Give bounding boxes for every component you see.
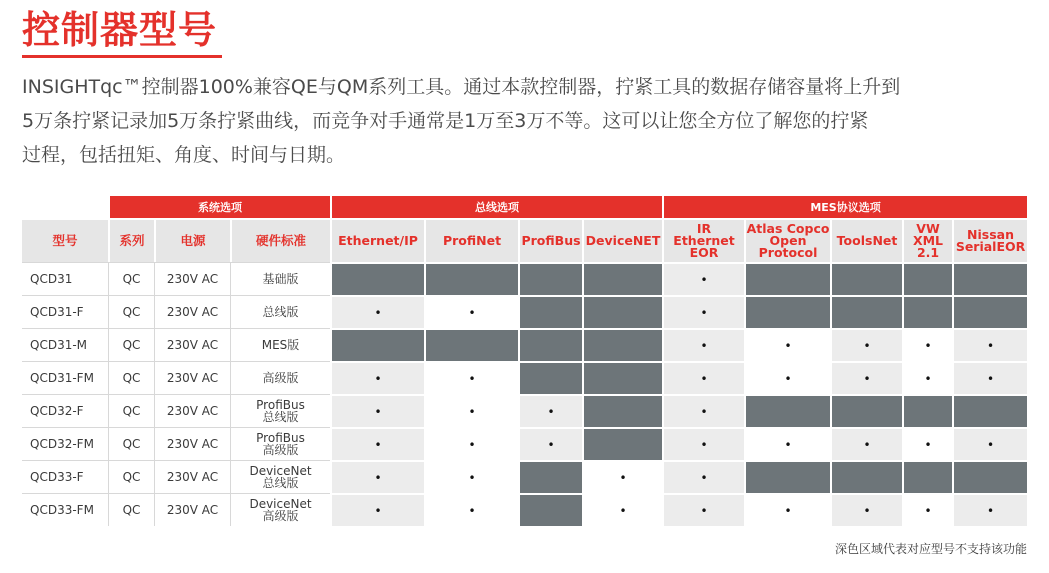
support-cell bbox=[902, 493, 952, 526]
support-cell bbox=[744, 493, 830, 526]
unsupported-cell bbox=[582, 295, 662, 328]
supported-dot-icon: • bbox=[863, 371, 871, 386]
table-row bbox=[22, 295, 1027, 328]
support-cell bbox=[330, 493, 424, 526]
support-cell bbox=[662, 427, 744, 460]
title-underline bbox=[22, 55, 222, 58]
unsupported-cell bbox=[830, 295, 902, 328]
intro-line-2: 5万条拧紧记录加5万条拧紧曲线，而竞争对手通常是1万至3万不等。这可以让您全方位了解您的拧紧 bbox=[22, 110, 869, 132]
supported-dot-icon: • bbox=[784, 503, 792, 518]
support-cell bbox=[424, 361, 518, 394]
table-row bbox=[22, 460, 1027, 493]
unsupported-cell bbox=[830, 460, 902, 493]
unsupported-cell bbox=[582, 361, 662, 394]
supported-dot-icon: • bbox=[374, 503, 382, 518]
unsupported-cell bbox=[830, 394, 902, 427]
supported-dot-icon: • bbox=[700, 437, 708, 452]
support-cell bbox=[952, 427, 1027, 460]
supported-dot-icon: • bbox=[468, 305, 476, 320]
support-cell bbox=[424, 394, 518, 427]
unsupported-cell bbox=[902, 394, 952, 427]
hw-cell bbox=[230, 295, 330, 328]
hw-cell bbox=[230, 460, 330, 493]
supported-dot-icon: • bbox=[863, 437, 871, 452]
hw-line: 高级版 bbox=[262, 443, 299, 457]
hw-cell bbox=[230, 427, 330, 460]
hw-line: 高级版 bbox=[262, 371, 299, 385]
supported-dot-icon: • bbox=[374, 470, 382, 485]
unsupported-cell bbox=[744, 394, 830, 427]
series-cell: QC bbox=[108, 427, 154, 460]
unsupported-cell bbox=[518, 328, 582, 361]
supported-dot-icon: • bbox=[924, 503, 932, 518]
controller-spec-table bbox=[22, 196, 1027, 526]
support-cell bbox=[518, 394, 582, 427]
supported-dot-icon: • bbox=[700, 503, 708, 518]
support-cell bbox=[830, 493, 902, 526]
supported-dot-icon: • bbox=[987, 338, 995, 353]
supported-dot-icon: • bbox=[619, 470, 627, 485]
power-cell: 230V AC bbox=[154, 262, 230, 295]
header-series: 系列 bbox=[108, 218, 154, 262]
page-title: 控制器型号 bbox=[22, 8, 218, 52]
power-cell: 230V AC bbox=[154, 394, 230, 427]
header-atlas-copco: Atlas Copco Open Protocol bbox=[744, 218, 830, 262]
supported-dot-icon: • bbox=[784, 338, 792, 353]
table-body bbox=[22, 262, 1027, 526]
support-cell bbox=[582, 493, 662, 526]
header-vw-xml: VW XML 2.1 bbox=[902, 218, 952, 262]
unsupported-cell bbox=[744, 262, 830, 295]
supported-dot-icon: • bbox=[468, 503, 476, 518]
support-cell bbox=[662, 394, 744, 427]
table-row bbox=[22, 427, 1027, 460]
model-cell: QCD31-M bbox=[22, 328, 108, 361]
supported-dot-icon: • bbox=[468, 470, 476, 485]
support-cell bbox=[582, 460, 662, 493]
unsupported-cell bbox=[518, 493, 582, 526]
supported-dot-icon: • bbox=[700, 404, 708, 419]
hw-line: 总线版 bbox=[262, 476, 299, 490]
header-ethernet: Ethernet/IP bbox=[330, 218, 424, 262]
power-cell: 230V AC bbox=[154, 328, 230, 361]
support-cell bbox=[952, 493, 1027, 526]
power-cell: 230V AC bbox=[154, 295, 230, 328]
hw-line: 总线版 bbox=[262, 410, 299, 424]
supported-dot-icon: • bbox=[374, 437, 382, 452]
power-cell: 230V AC bbox=[154, 427, 230, 460]
header-power: 电源 bbox=[154, 218, 230, 262]
hw-cell bbox=[230, 328, 330, 361]
support-cell bbox=[952, 328, 1027, 361]
hw-line: 基础版 bbox=[262, 272, 299, 286]
unsupported-cell bbox=[518, 361, 582, 394]
support-cell bbox=[662, 295, 744, 328]
unsupported-cell bbox=[582, 394, 662, 427]
support-cell bbox=[744, 361, 830, 394]
supported-dot-icon: • bbox=[700, 272, 708, 287]
support-cell bbox=[902, 361, 952, 394]
supported-dot-icon: • bbox=[924, 371, 932, 386]
model-cell: QCD31-F bbox=[22, 295, 108, 328]
hw-line: MES版 bbox=[261, 338, 300, 352]
unsupported-cell bbox=[518, 262, 582, 295]
unsupported-cell bbox=[952, 295, 1027, 328]
supported-dot-icon: • bbox=[784, 437, 792, 452]
header-hw: 硬件标准 bbox=[230, 218, 330, 262]
support-cell bbox=[424, 295, 518, 328]
header-model: 型号 bbox=[22, 218, 108, 262]
intro-line-3: 过程，包括扭矩、角度、时间与日期。 bbox=[22, 144, 346, 166]
unsupported-cell bbox=[830, 262, 902, 295]
unsupported-cell bbox=[744, 460, 830, 493]
unsupported-cell bbox=[424, 328, 518, 361]
unsupported-cell bbox=[952, 460, 1027, 493]
model-cell: QCD32-F bbox=[22, 394, 108, 427]
hw-cell bbox=[230, 493, 330, 526]
supported-dot-icon: • bbox=[619, 503, 627, 518]
supported-dot-icon: • bbox=[700, 338, 708, 353]
support-cell bbox=[330, 394, 424, 427]
support-cell bbox=[952, 361, 1027, 394]
series-cell: QC bbox=[108, 493, 154, 526]
supported-dot-icon: • bbox=[924, 437, 932, 452]
hw-line: 高级版 bbox=[262, 509, 299, 523]
support-cell bbox=[424, 460, 518, 493]
supported-dot-icon: • bbox=[547, 404, 555, 419]
unsupported-cell bbox=[582, 262, 662, 295]
header-toolsnet: ToolsNet bbox=[830, 218, 902, 262]
supported-dot-icon: • bbox=[547, 437, 555, 452]
support-cell bbox=[830, 361, 902, 394]
hw-line: ProfiBus bbox=[256, 398, 305, 412]
intro-line-1: INSIGHTqc™控制器100%兼容QE与QM系列工具。通过本款控制器，拧紧工具的数据存储容量将上升到 bbox=[22, 76, 901, 98]
support-cell bbox=[830, 328, 902, 361]
series-cell: QC bbox=[108, 328, 154, 361]
support-cell bbox=[662, 361, 744, 394]
supported-dot-icon: • bbox=[700, 305, 708, 320]
support-cell bbox=[518, 427, 582, 460]
table-row bbox=[22, 361, 1027, 394]
hw-cell bbox=[230, 262, 330, 295]
unsupported-cell bbox=[330, 262, 424, 295]
model-cell: QCD33-F bbox=[22, 460, 108, 493]
support-cell bbox=[662, 493, 744, 526]
supported-dot-icon: • bbox=[468, 404, 476, 419]
series-cell: QC bbox=[108, 295, 154, 328]
series-cell: QC bbox=[108, 262, 154, 295]
unsupported-cell bbox=[902, 460, 952, 493]
series-cell: QC bbox=[108, 361, 154, 394]
supported-dot-icon: • bbox=[374, 404, 382, 419]
header-profinet: ProfiNet bbox=[424, 218, 518, 262]
header-nissan: Nissan SerialEOR bbox=[952, 218, 1027, 262]
table-row bbox=[22, 493, 1027, 526]
unsupported-cell bbox=[902, 262, 952, 295]
unsupported-cell bbox=[952, 394, 1027, 427]
support-cell bbox=[424, 493, 518, 526]
table-row bbox=[22, 262, 1027, 295]
supported-dot-icon: • bbox=[987, 503, 995, 518]
footnote: 深色区域代表对应型号不支持该功能 bbox=[834, 542, 1027, 556]
unsupported-cell bbox=[424, 262, 518, 295]
unsupported-cell bbox=[518, 295, 582, 328]
supported-dot-icon: • bbox=[987, 371, 995, 386]
support-cell bbox=[744, 328, 830, 361]
group-system: 系统选项 bbox=[108, 196, 330, 218]
support-cell bbox=[902, 427, 952, 460]
support-cell bbox=[662, 328, 744, 361]
power-cell: 230V AC bbox=[154, 493, 230, 526]
support-cell bbox=[330, 361, 424, 394]
hw-cell bbox=[230, 394, 330, 427]
series-cell: QC bbox=[108, 394, 154, 427]
supported-dot-icon: • bbox=[468, 371, 476, 386]
unsupported-cell bbox=[518, 460, 582, 493]
unsupported-cell bbox=[744, 295, 830, 328]
supported-dot-icon: • bbox=[700, 470, 708, 485]
unsupported-cell bbox=[902, 295, 952, 328]
support-cell bbox=[744, 427, 830, 460]
model-cell: QCD31 bbox=[22, 262, 108, 295]
model-cell: QCD31-FM bbox=[22, 361, 108, 394]
series-cell: QC bbox=[108, 460, 154, 493]
header-profibus: ProfiBus bbox=[518, 218, 582, 262]
support-cell bbox=[830, 427, 902, 460]
support-cell bbox=[330, 460, 424, 493]
header-devicenet: DeviceNET bbox=[582, 218, 662, 262]
power-cell: 230V AC bbox=[154, 460, 230, 493]
group-bus: 总线选项 bbox=[330, 196, 662, 218]
supported-dot-icon: • bbox=[987, 437, 995, 452]
table-row bbox=[22, 394, 1027, 427]
table-row bbox=[22, 328, 1027, 361]
header-ir-ethernet: IR Ethernet EOR bbox=[662, 218, 744, 262]
model-cell: QCD32-FM bbox=[22, 427, 108, 460]
supported-dot-icon: • bbox=[700, 371, 708, 386]
model-cell: QCD33-FM bbox=[22, 493, 108, 526]
intro-paragraph bbox=[22, 70, 1022, 172]
supported-dot-icon: • bbox=[863, 503, 871, 518]
unsupported-cell bbox=[330, 328, 424, 361]
supported-dot-icon: • bbox=[784, 371, 792, 386]
unsupported-cell bbox=[582, 328, 662, 361]
supported-dot-icon: • bbox=[863, 338, 871, 353]
group-mes: MES协议选项 bbox=[662, 196, 1027, 218]
support-cell bbox=[902, 328, 952, 361]
supported-dot-icon: • bbox=[374, 371, 382, 386]
hw-line: ProfiBus bbox=[256, 431, 305, 445]
unsupported-cell bbox=[582, 427, 662, 460]
power-cell: 230V AC bbox=[154, 361, 230, 394]
unsupported-cell bbox=[952, 262, 1027, 295]
supported-dot-icon: • bbox=[374, 305, 382, 320]
hw-line: 总线版 bbox=[262, 305, 299, 319]
support-cell bbox=[662, 262, 744, 295]
hw-line: DeviceNet bbox=[249, 464, 312, 478]
support-cell bbox=[424, 427, 518, 460]
hw-cell bbox=[230, 361, 330, 394]
support-cell bbox=[330, 295, 424, 328]
support-cell bbox=[662, 460, 744, 493]
supported-dot-icon: • bbox=[924, 338, 932, 353]
hw-line: DeviceNet bbox=[249, 497, 312, 511]
supported-dot-icon: • bbox=[468, 437, 476, 452]
support-cell bbox=[330, 427, 424, 460]
group-blank bbox=[22, 196, 108, 218]
